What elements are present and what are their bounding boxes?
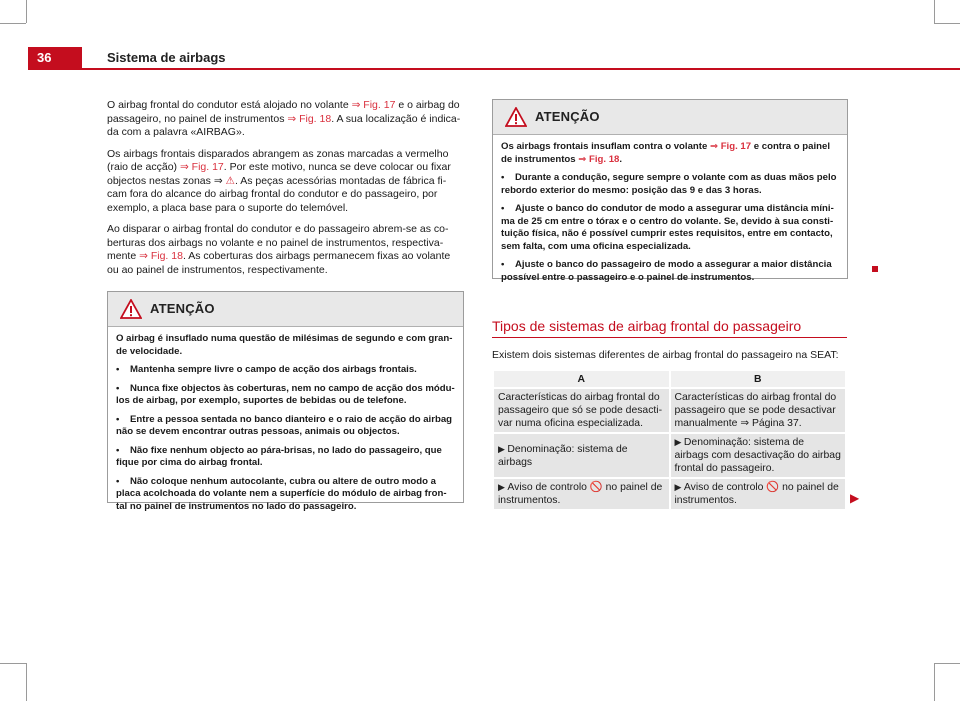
cell-text: Aviso de controlo 🚫 no painel de instrumentos. <box>498 482 663 506</box>
warning-body <box>108 327 463 523</box>
warning-box-left <box>107 291 464 512</box>
arrow-icon: ▶ <box>674 482 684 492</box>
bullet-text: Não coloque nenhum autocolante, cubra ou altere de outro modo a placa acolchoada do volante nem a superfície do módulo de airbag fron-tal no painel de instrumentos no lado do passageiro. <box>116 475 447 512</box>
text-run: . As peças acessórias montadas de fábrica fi-cam fora do alcance do airbag frontal do condutor e do passageiro, por exemplo, a placa base para o suporte do telemóvel. <box>107 174 447 214</box>
figure-reference-link[interactable]: ⚠ <box>225 174 235 187</box>
warning-title: ATENÇÃO <box>150 301 215 316</box>
section-intro: Existem dois sistemas diferentes de airbag frontal do passageiro na SEAT: <box>492 349 839 361</box>
arrow-icon: ▶ <box>498 443 508 454</box>
crop-mark <box>0 23 26 24</box>
crop-mark <box>934 0 935 23</box>
text-run: Ao disparar o airbag frontal do condutor e do passageiro abrem-se as co-berturas dos airbags no volante e no painel de instrumentos, respectiva-mente <box>107 223 449 262</box>
bullet-icon: • <box>501 172 505 183</box>
figure-reference-link[interactable]: ⇒ Fig. 18 <box>578 153 620 165</box>
warning-intro <box>501 141 839 166</box>
end-of-section-mark <box>872 266 878 272</box>
text-run: e contra o painel de instrumentos <box>501 141 830 165</box>
bullet-text: Durante a condução, segure sempre o volante com as duas mãos pelo rebordo exterior do mesmo: posição das 9 e das 3 horas. <box>501 172 837 196</box>
body-paragraph <box>107 99 463 140</box>
bullet-text: Ajuste o banco do passageiro de modo a assegurar a maior distância possível entre o passageiro e o painel de instrumentos. <box>501 259 832 283</box>
bullet-icon: • <box>116 444 120 456</box>
table-header-b: B <box>671 371 846 387</box>
text-run: Os airbags frontais insuflam contra o volante <box>501 141 710 152</box>
figure-reference-link[interactable]: ⇒ Fig. 17 <box>179 161 224 173</box>
bullet-icon: • <box>501 259 505 270</box>
warning-bullet <box>501 203 839 253</box>
crop-mark <box>934 23 960 24</box>
table-row <box>494 479 845 509</box>
bullet-text: Nunca fixe objectos às coberturas, nem no campo de acção dos módu-los de airbag, por exemplo, suportes de bebidas ou de telefone. <box>116 382 455 406</box>
table-cell <box>671 479 846 509</box>
text-run: . Por este motivo, nunca se deve colocar ou fixar objectos nestas zonas ⇒ <box>107 161 451 187</box>
table-header-a: A <box>494 371 669 387</box>
table-cell <box>671 434 846 477</box>
text-run: e o airbag do passageiro, no painel de instrumentos <box>107 99 460 125</box>
table-row <box>494 434 845 477</box>
cell-text: Características do airbag frontal do passageiro que só se pode desacti-var numa oficina especializada. <box>498 392 663 429</box>
bullet-icon: • <box>116 382 120 394</box>
page-title: Sistema de airbags <box>107 50 226 65</box>
warning-bullet <box>501 172 839 197</box>
warning-body <box>493 135 847 294</box>
crop-mark <box>26 0 27 23</box>
warning-bullet <box>116 476 455 514</box>
bullet-text: Ajuste o banco do condutor de modo a assegurar uma distância míni-ma de 25 cm entre o tórax e o centro do volante. Se, devido à sua consti-tuição física, não é possível cumprir estes requisitos, entre em contacto, sem falta, com uma oficina especializada. <box>501 203 834 252</box>
body-paragraph <box>107 223 463 277</box>
cell-text: Aviso de controlo 🚫 no painel de instrumentos. <box>674 482 839 506</box>
bullet-icon: • <box>501 203 505 214</box>
crop-mark <box>934 663 960 664</box>
table-cell <box>494 389 669 432</box>
warning-bullet <box>501 259 839 284</box>
crop-mark <box>0 663 26 664</box>
table-cell <box>671 389 846 432</box>
warning-intro: O airbag é insuflado numa questão de milésimas de segundo e com gran-de velocidade. <box>116 333 453 357</box>
section-title: Tipos de sistemas de airbag frontal do passageiro <box>492 318 802 334</box>
crop-mark <box>26 663 27 701</box>
text-run: . <box>619 153 623 165</box>
figure-reference-link[interactable]: ⇒ Fig. 17 <box>709 141 752 152</box>
text-run: . A sua localização é indica-da com a palavra «AIRBAG». <box>107 112 461 138</box>
left-column <box>107 99 463 285</box>
text-run: . As coberturas dos airbags permanecem fixas ao volante ou ao painel de instrumentos, respectivamente. <box>107 250 451 276</box>
bullet-text: Não fixe nenhum objecto ao pára-brisas, no lado do passageiro, que fique por cima do airbag frontal. <box>116 444 442 468</box>
cell-text: Denominação: sistema de airbags com desactivação do airbag frontal do passageiro. <box>674 437 841 474</box>
airbag-comparison-table <box>492 369 847 511</box>
bullet-text: Mantenha sempre livre o campo de acção dos airbags frontais. <box>130 364 417 375</box>
warning-bullet <box>116 383 455 408</box>
bullet-icon: • <box>116 364 120 375</box>
warning-bullet <box>116 414 455 439</box>
bullet-icon: • <box>116 413 120 425</box>
warning-title: ATENÇÃO <box>535 109 600 124</box>
figure-reference-link[interactable]: ⇒ Fig. 18 <box>139 250 183 262</box>
warning-bullet <box>116 445 455 470</box>
crop-mark <box>934 663 935 701</box>
continue-arrow-icon: ▶ <box>850 491 860 505</box>
section-rule <box>492 337 847 338</box>
header-rule <box>28 68 960 70</box>
bullet-text: Entre a pessoa sentada no banco dianteiro e o raio de acção do airbag não se devem encontrar outras pessoas, animais ou objectos. <box>116 413 453 437</box>
cell-text: Denominação: sistema de airbags <box>498 443 628 468</box>
figure-reference-link[interactable]: ⇒ Fig. 17 <box>351 99 396 111</box>
page-number: 36 <box>28 47 82 68</box>
arrow-icon: ▶ <box>498 482 508 492</box>
body-paragraph <box>107 148 463 216</box>
warning-box-right <box>492 99 848 283</box>
arrow-icon: ▶ <box>674 437 684 447</box>
table-cell <box>494 434 669 477</box>
table-row <box>494 389 845 432</box>
cell-text: Características do airbag frontal do passageiro que se pode desactivar manualmente ⇒ Página 37. <box>674 392 837 429</box>
warning-bullet <box>116 364 455 377</box>
warning-triangle-icon <box>505 107 527 127</box>
table-cell <box>494 479 669 509</box>
text-run: O airbag frontal do condutor está alojado no volante <box>107 99 352 111</box>
warning-header <box>493 100 847 135</box>
bullet-icon: • <box>116 475 120 487</box>
figure-reference-link[interactable]: ⇒ Fig. 18 <box>287 112 332 125</box>
warning-header <box>108 292 463 327</box>
text-run: Os airbags frontais disparados abrangem as zonas marcadas a vermelho (raio de acção) <box>107 147 449 173</box>
warning-triangle-icon <box>120 299 142 319</box>
